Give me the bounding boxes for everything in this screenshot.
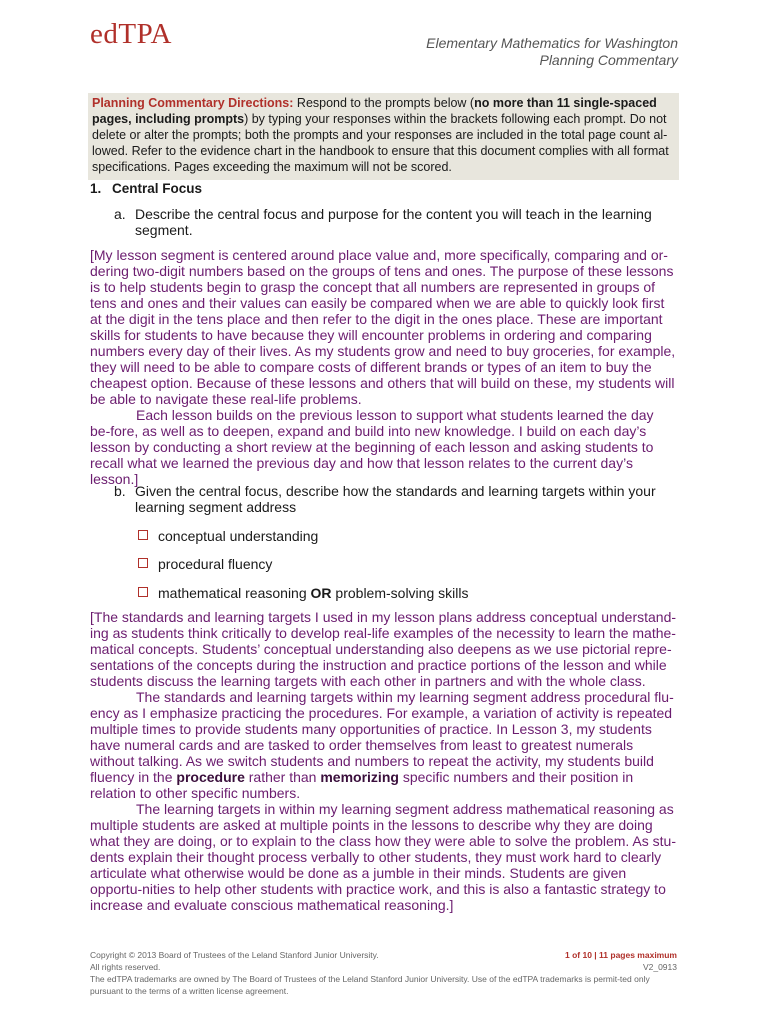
directions-text-1: Respond to the prompts below ( — [293, 96, 475, 110]
checklist-item-label: conceptual understanding — [158, 528, 319, 544]
checklist-item-label-2: problem-solving skills — [331, 585, 469, 601]
checklist-item-conceptual — [138, 528, 318, 544]
document-header — [426, 35, 678, 69]
header-subject: Elementary Mathematics for Washington — [426, 35, 678, 51]
directions-limit: no more than 11 single-spaced pages, including prompts — [92, 96, 657, 126]
section-heading — [90, 181, 202, 196]
footer-copyright: Copyright © 2013 Board of Trustees of the Leland Stanford Junior University. — [90, 950, 379, 960]
section-title: Central Focus — [112, 181, 203, 196]
checklist-item-procedural — [138, 556, 272, 572]
header-doc-type: Planning Commentary — [539, 52, 678, 68]
footer-rights: All rights reserved. — [90, 962, 161, 972]
directions-text-2: ) by typing your responses within the brackets following each prompt. Do not delete or alter the prompts; both the prompts and your responses are included in the total page count al-lowed. Refer to the evidence chart in the handbook to ensure that this document complies with all format specifications. Pages exceeding the maximum will not be scored. — [92, 112, 669, 174]
response-b-p2-mid: rather than — [244, 769, 321, 785]
page-count: 1 of 10 | 11 pages maximum — [565, 950, 677, 960]
checklist-or: OR — [310, 585, 332, 601]
checkbox-icon — [138, 558, 148, 568]
directions-label: Planning Commentary Directions: — [92, 96, 294, 110]
response-b-p2-end: specific numbers and their position in relation to other specific numbers. — [90, 769, 634, 801]
response-b-paragraph-1: [The standards and learning targets I used in my lesson plans address conceptual understand-ing as students think critically to develop real-life examples of the necessity to learn the mathe-matical concepts. Students’ conceptual understanding also deepens as we use pictorial repre-sentations of the concepts during the instruction and practice portions of the lesson and while students discuss the learning targets with each other in partners and with the whole class. — [90, 609, 677, 689]
checkbox-icon — [138, 530, 148, 540]
section-number: 1. — [90, 181, 102, 196]
checklist-item-label: procedural fluency — [158, 556, 273, 572]
directions-box — [88, 93, 679, 180]
prompt-b-letter: b. — [114, 483, 126, 499]
response-b-p2-text: The standards and learning targets within my learning segment address procedural flu-ency as I emphasize practicing the procedures. For example, a variation of activity is repeated multiple times to provide students many opportunities of practice. In Lesson 3, my students have numeral cards and are tasked to order themselves from least to greatest numerals without talking. As we switch students and numbers to repeat the activity, my students build fluency in the — [90, 689, 674, 785]
response-b[interactable] — [90, 609, 677, 913]
emphasis-procedure: procedure — [176, 769, 245, 785]
emphasis-memorizing: memorizing — [320, 769, 399, 785]
footer-trademark: The edTPA trademarks are owned by The Board of Trustees of the Leland Stanford Junior University. Use of the edTPA trademarks is permit-ted only pursuant to the terms of a written license agreement. — [90, 974, 650, 996]
checklist-item-reasoning — [138, 585, 468, 601]
response-b-paragraph-3: The learning targets in within my learning segment address mathematical reasoning as multiple students are asked at multiple points in the lessons to describe why they are doing what they are doing, or to explain to the class how they were able to solve the problem. As stu-dents explain their thought process verbally to other students, they must work hard to clearly articulate what otherwise would be done as a jumble in their minds. Students are given opportu-nities to help other students with practice work, and this is also a fantastic strategy to increase and evaluate conscious mathematical reasoning.] — [90, 801, 676, 913]
response-a[interactable] — [90, 247, 677, 487]
prompt-b — [114, 483, 658, 515]
checklist-item-label: mathematical reasoning — [158, 585, 311, 601]
prompt-a-text: Describe the central focus and purpose for the content you will teach in the learning segment. — [135, 206, 652, 238]
version-label: V2_0913 — [642, 962, 677, 972]
prompt-a-letter: a. — [114, 206, 126, 222]
prompt-a — [114, 206, 658, 238]
edtpa-logo: edTPA — [90, 18, 172, 50]
checkbox-icon — [138, 587, 148, 597]
response-b-paragraph-2 — [90, 689, 677, 801]
response-a-paragraph-2: Each lesson builds on the previous lesson to support what students learned the day be-fore, as well as to deepen, expand and build into new knowledge. I build on each day’s lesson by conducting a short review at the beginning of each lesson and asking students to recall what we learned the previous day and how that lesson relates to the current day’s lesson.] — [90, 407, 654, 487]
prompt-b-text: Given the central focus, describe how the standards and learning targets within your learning segment address — [135, 483, 656, 515]
response-a-paragraph-1: [My lesson segment is centered around place value and, more specifically, comparing and or-dering two-digit numbers based on the groups of tens and ones. The purpose of these lessons is to help students begin to grasp the concept that all numbers are represented in groups of tens and ones and their values can easily be compared when we are able to quickly look first at the digit in the tens place and then refer to the digit in the ones place. These are important skills for students to have because they will encounter problems in ordering and comparing numbers every day of their lives. As my students grow and need to buy groceries, for example, they will need to be able to compare costs of different brands or types of an item to buy the cheapest option. Because of these lessons and others that will build on these, my students will be able to navigate these real-life problems. — [90, 247, 676, 407]
page-footer — [90, 949, 677, 997]
